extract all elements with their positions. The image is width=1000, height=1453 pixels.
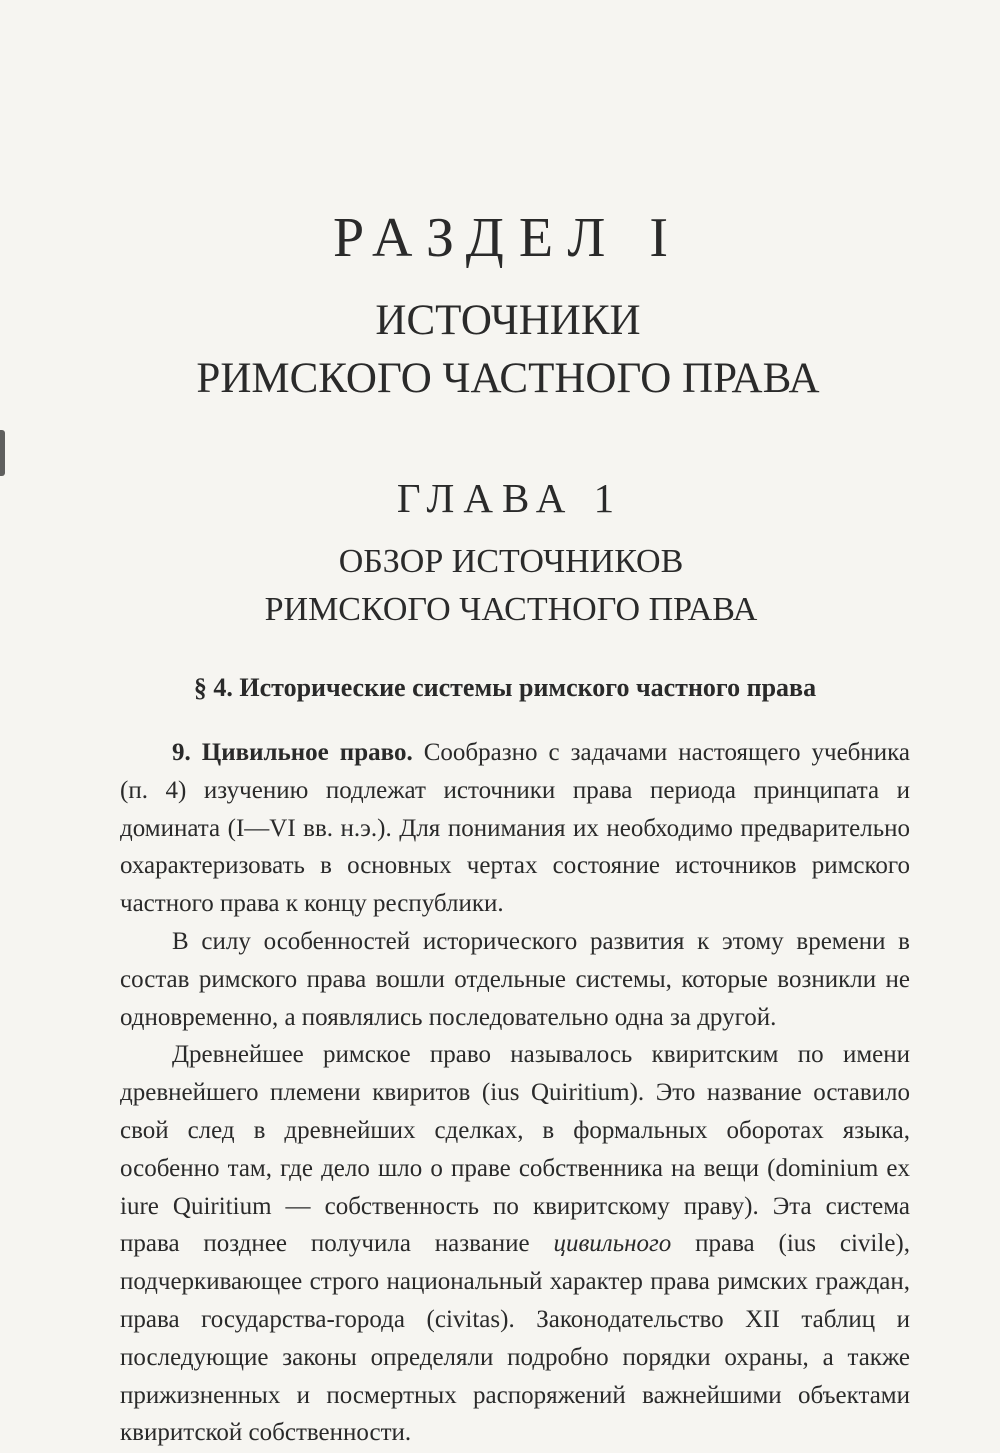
paragraph-3-text-a: Древнейшее римское право называлось квиритским по имени древнейшего племени квиритов (ius Quiritium). Это название оставило свой след в древнейших сделках, в формальных оборотах языка, особенно там, где дело шло о праве собственника на вещи (dominium ex iure Quiritium — собственность по квиритскому праву). Эта система права позднее получила название (120, 1041, 910, 1258)
body-paragraph-1 (120, 734, 910, 923)
body-text (120, 734, 910, 1452)
chapter-label: ГЛАВА 1 (396, 475, 624, 521)
paragraph-3-text-b: права (ius civile), подчеркивающее строго национальный характер права римских граждан, права государства-города (civitas). Законодательство XII таблиц и последующие законы определяли подробно порядки охраны, а также прижизненных и посмертных распоряжений важнейшими объектами квиритской собственности. (120, 1230, 910, 1447)
section-title-line-1: ИСТОЧНИКИ (375, 297, 641, 344)
emphasis-term: цивильного (553, 1230, 672, 1258)
section-title-line-2: РИМСКОГО ЧАСТНОГО ПРАВА (196, 355, 820, 402)
chapter-title-line-1: ОБЗОР ИСТОЧНИКОВ (338, 543, 684, 580)
chapter-title (0, 538, 1000, 634)
paragraph-lead: 9. Цивильное право. (172, 739, 413, 766)
body-paragraph-3 (120, 1036, 910, 1452)
section-label: РАЗДЕЛ I (333, 207, 683, 269)
body-paragraph-2: В силу особенностей исторического развития к этому времени в состав римского права вошли отдельные системы, которые возникли не одновременно, а появлялись последовательно одна за другой. (120, 927, 910, 1031)
paragraph-heading: § 4. Исторические системы римского частного права (193, 673, 817, 702)
paragraph-1-text: Сообразно с задачами настоящего учебника (п. 4) изучению подлежат источники права периода принципата и домината (I—VI вв. н.э.). Для понимания их необходимо предварительно охарактеризовать в основных чертах состояние источников римского частного права к концу республики. (120, 739, 911, 918)
section-title (0, 292, 1000, 408)
chapter-title-line-2: РИМСКОГО ЧАСТНОГО ПРАВА (264, 591, 758, 628)
